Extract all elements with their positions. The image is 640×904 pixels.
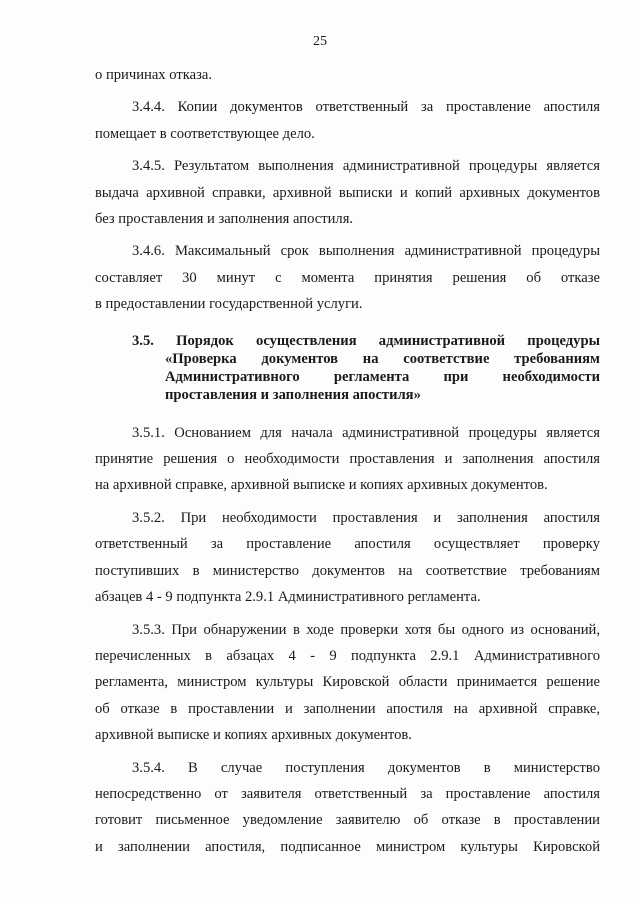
paragraph	[95, 617, 600, 749]
paragraph-line: 3.5.1. Основанием для начала административной процедуры является	[132, 424, 600, 441]
paragraph	[95, 505, 600, 611]
paragraph-line: об отказе в проставлении и заполнении апостиля на архивной справке,	[95, 700, 600, 717]
paragraph-line: о причинах отказа.	[95, 67, 212, 83]
paragraph-line: 3.5.4. В случае поступления документов в министерство	[132, 759, 600, 776]
paragraph-line: 3.4.5. Результатом выполнения административной процедуры является	[132, 158, 600, 175]
paragraph	[95, 94, 600, 147]
paragraph	[95, 755, 600, 861]
heading-line: проставления и заполнения апостиля»	[165, 386, 421, 403]
paragraph-line: 3.4.4. Копии документов ответственный за проставление апостиля	[132, 99, 600, 116]
paragraph-line: регламента, министром культуры Кировской области принимается решение	[95, 674, 600, 691]
page-number: 25	[313, 34, 327, 49]
paragraph-line: поступивших в министерство документов на соответствие требованиям	[95, 562, 600, 579]
paragraph	[95, 153, 600, 232]
paragraph-line: выдача архивной справки, архивной выписки и копий архивных документов	[95, 184, 600, 201]
paragraph-line: 3.4.6. Максимальный срок выполнения административной процедуры	[132, 243, 600, 260]
paragraph-line: помещает в соответствующее дело.	[95, 125, 315, 142]
heading-line: Административного регламента при необходимости	[165, 368, 600, 385]
paragraph-line: перечисленных в абзацах 4 - 9 подпункта 2.9.1 Административного	[95, 647, 600, 664]
paragraph-line: готовит письменное уведомление заявителю об отказе в проставлении	[95, 812, 600, 829]
document-body	[95, 62, 600, 866]
paragraph-line: принятие решения о необходимости проставления и заполнения апостиля	[95, 451, 600, 468]
paragraph-line: непосредственно от заявителя ответственный за проставление апостиля	[95, 785, 600, 802]
paragraph-line: архивной выписке и копиях архивных документов.	[95, 727, 412, 744]
paragraph-line: ответственный за проставление апостиля осуществляет проверку	[95, 536, 600, 553]
paragraph-line: без проставления и заполнения апостиля.	[95, 211, 354, 228]
paragraph-line: составляет 30 минут с момента принятия решения об отказе	[95, 269, 600, 286]
paragraph	[95, 420, 600, 499]
section-heading	[95, 332, 600, 404]
paragraph	[95, 238, 600, 317]
paragraph-line: и заполнении апостиля, подписанное министром культуры Кировской	[95, 838, 600, 855]
paragraph-line: 3.5.3. При обнаружении в ходе проверки хотя бы одного из оснований,	[132, 621, 600, 638]
paragraph-line: на архивной справке, архивной выписке и копиях архивных документов.	[95, 477, 548, 494]
paragraph-line: абзацев 4 - 9 подпункта 2.9.1 Административного регламента.	[95, 589, 481, 606]
paragraph	[95, 62, 600, 88]
heading-line: «Проверка документов на соответствие требованиям	[165, 350, 600, 367]
heading-line: 3.5. Порядок осуществления административной процедуры	[132, 332, 600, 349]
paragraph-line: в предоставлении государственной услуги.	[95, 296, 363, 313]
paragraph-line: 3.5.2. При необходимости проставления и заполнения апостиля	[132, 509, 600, 526]
